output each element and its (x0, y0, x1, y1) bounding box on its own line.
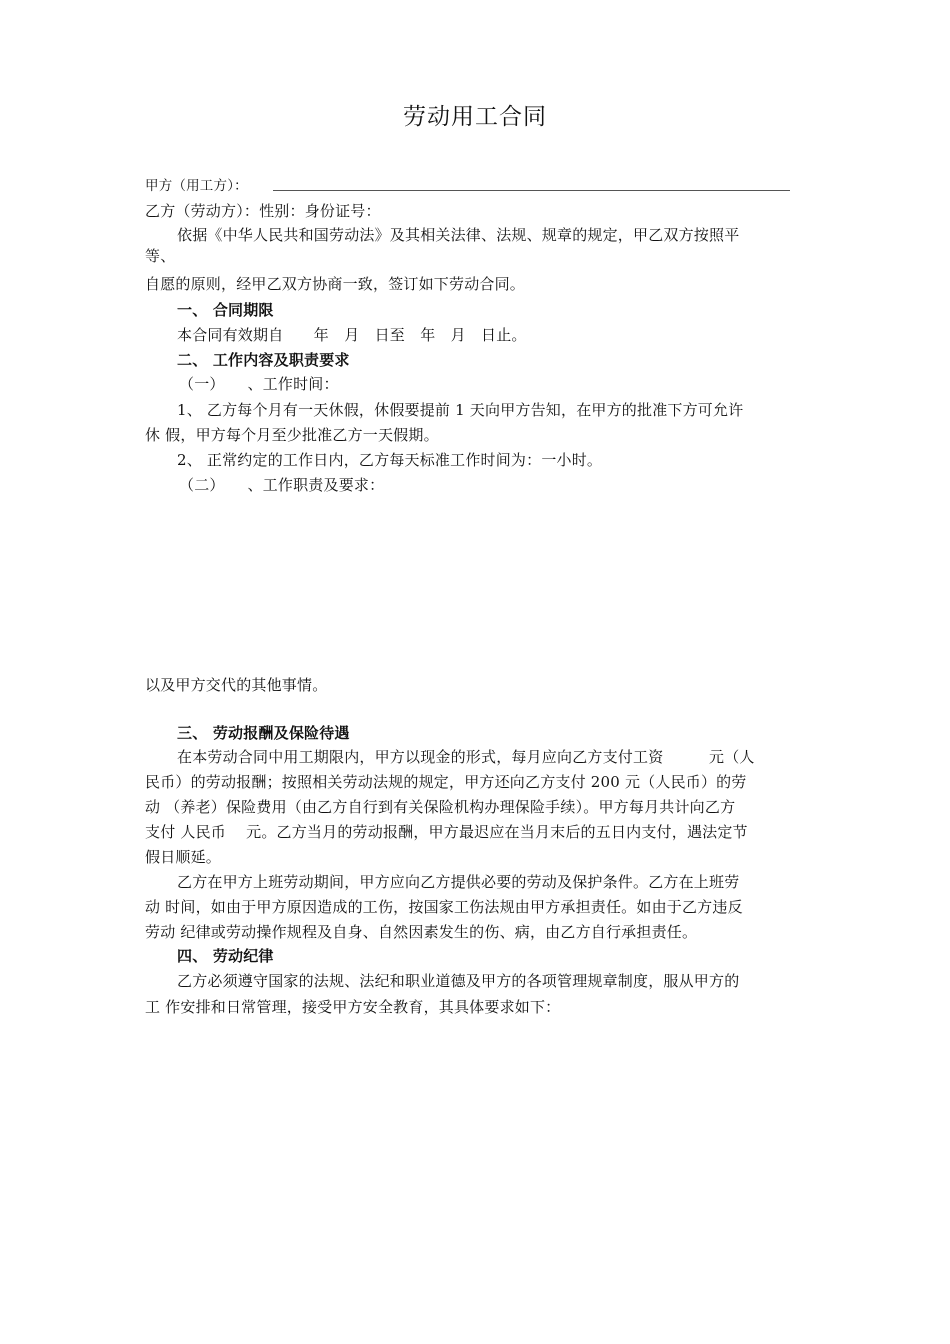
party-a-field[interactable] (273, 190, 790, 191)
party-b-line: 乙方（劳动方）：性别：身份证号： (145, 202, 381, 220)
document-title: 劳动用工合同 (403, 104, 547, 130)
section-3-p2-l2: 动 时间，如由于甲方原因造成的工伤，按国家工伤法规由甲方承担责任。如由于乙方违反 (145, 898, 743, 916)
section-3-p1-l2: 民币）的劳动报酬；按照相关劳动法规的规定，甲方还向乙方支付 200 元（人民币）的劳 (145, 773, 747, 791)
section-2-sub-1: （一） 、工作时间： (179, 375, 339, 393)
section-3-p1-l5: 假日顺延。 (145, 848, 222, 866)
section-4-l2: 工 作安排和日常管理，接受甲方安全教育，其具体要求如下： (145, 998, 561, 1016)
intro-line-1b: 等、 (145, 247, 176, 265)
section-2-sub-2: （二） 、工作职责及要求： (179, 476, 385, 494)
section-3-p1-l4: 支付 人民币 元。乙方当月的劳动报酬，甲方最迟应在当月末后的五日内支付，遇法定节 (145, 823, 748, 841)
section-3-p2-l3: 劳动 纪律或劳动操作规程及自身、自然因素发生的伤、病，由乙方自行承担责任。 (145, 923, 698, 941)
section-4-l1: 乙方必须遵守国家的法规、法纪和职业道德及甲方的各项管理规章制度，服从甲方的 (177, 972, 740, 990)
intro-line-2: 自愿的原则，经甲乙双方协商一致，签订如下劳动合同。 (145, 275, 526, 293)
section-3-p1-l3: 动 （养老）保险费用（由乙方自行到有关保险机构办理保险手续）。甲方每月共计向乙方 (145, 798, 736, 816)
section-1-heading: 一、 合同期限 (177, 301, 274, 319)
section-3-heading: 三、 劳动报酬及保险待遇 (177, 724, 350, 742)
section-2-item-1b: 休 假，甲方每个月至少批准乙方一天假期。 (145, 426, 439, 444)
section-4-heading: 四、 劳动纪律 (177, 947, 274, 965)
section-3-p1-l1: 在本劳动合同中用工期限内，甲方以现金的形式，每月应向乙方支付工资 元（人 (177, 748, 755, 766)
section-2-item-1a: 1、 乙方每个月有一天休假，休假要提前 1 天向甲方告知，在甲方的批准下方可允许 (177, 401, 744, 419)
section-2-item-2: 2、 正常约定的工作日内，乙方每天标准工作时间为：一小时。 (177, 451, 603, 469)
section-2-heading: 二、 工作内容及职责要求 (177, 351, 350, 369)
section-3-p2-l1: 乙方在甲方上班劳动期间，甲方应向乙方提供必要的劳动及保护条件。乙方在上班劳 (177, 873, 740, 891)
section-2-other: 以及甲方交代的其他事情。 (145, 676, 328, 694)
party-a-label: 甲方（用工方）： (145, 178, 248, 194)
section-1-text: 本合同有效期自 年 月 日至 年 月 日止。 (177, 326, 527, 344)
intro-line-1: 依据《中华人民共和国劳动法》及其相关法律、法规、规章的规定，甲乙双方按照平 (177, 226, 740, 244)
